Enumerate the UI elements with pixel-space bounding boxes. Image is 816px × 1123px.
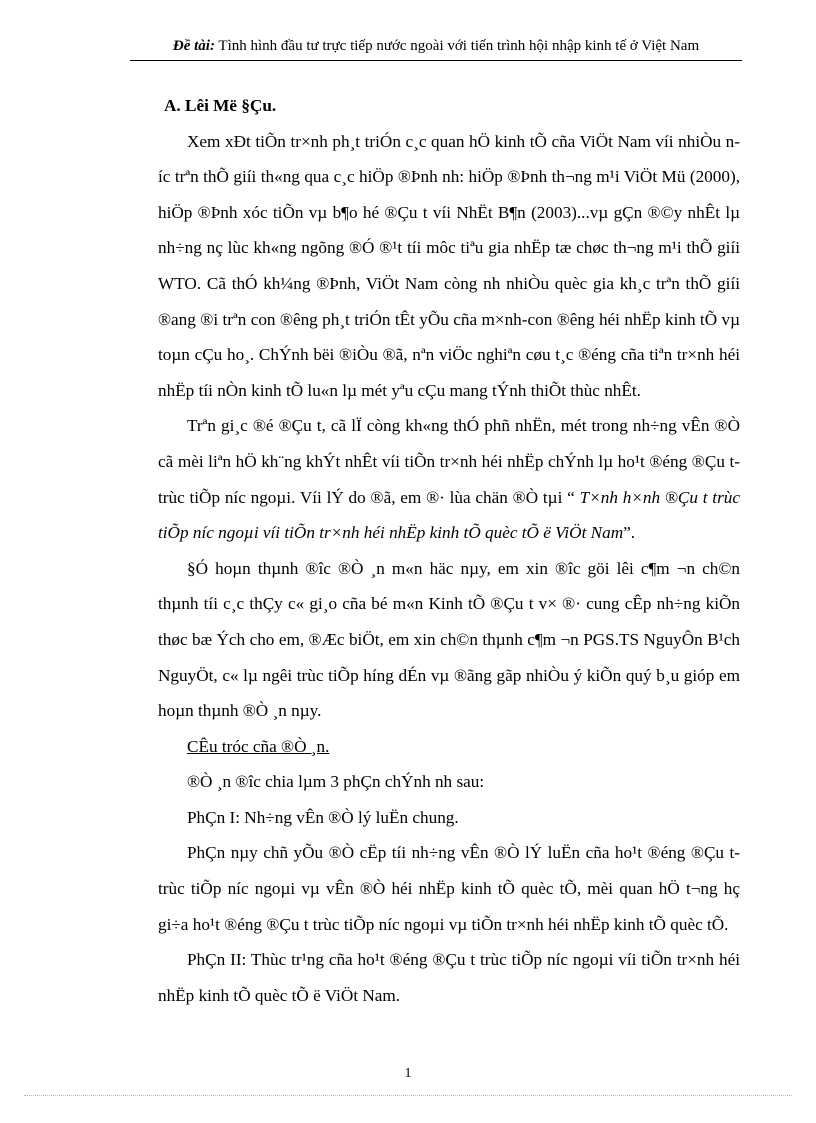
paragraph-intro: Xem xÐt tiÕn tr×nh ph¸t triÓn c¸c quan hÖ kinh tÕ cña ViÖt Nam víi nhiÒu níc trªn thÕ giíi th«ng qua c¸c hiÖp ®Þnh nh: hiÖp ®Þnh th¬ng m¹i ViÖt Mü (2000), hiÖp ®Þnh xóc tiÕn vµ b¶o hé ®Çu t víi NhËt B¶n (2003)...vµ gÇn ®©y nhÊt lµ nh÷ng nç lùc kh«ng ngõng ®Ó ®¹t tíi môc tiªu gia nhËp tæ chøc th¬ng m¹i thÕ giíi WTO. Cã thÓ kh¼ng ®Þnh, ViÖt Nam còng nh nhiÒu quèc gia kh¸c trªn thÕ giíi ®ang ®i trªn con ®êng ph¸t triÓn tÊt yÕu cña m×nh-con ®êng héi nhËp kinh tÕ vµ toµn cÇu ho¸. ChÝnh bëi ®iÒu ®ã, nªn viÖc nghiªn cøu t¸c ®éng cña tiªn tr×nh héi nhËp tíi nÒn kinh tÕ lu«n lµ mét yªu cÇu mang tÝnh thiÕt thùc nhÊt. bbox=[158, 131, 740, 400]
structure-heading-text: CÊu tróc cña ®Ò ¸n. bbox=[187, 736, 330, 756]
part-1-description: PhÇn nµy chñ yÕu ®Ò cËp tíi nh÷ng vÊn ®Ò lÝ luËn cña ho¹t ®éng ®Çu t trùc tiÕp níc ngoµi vµ vÊn ®Ò héi nhËp kinh tÕ quèc tÕ, mèi quan hÖ t¬ng hç gi÷a ho¹t ®éng ®Çu t trùc tiÕp níc ngoµi vµ tiÕn tr×nh héi nhËp kinh tÕ quèc tÕ. bbox=[158, 843, 740, 934]
document-body bbox=[158, 88, 740, 1013]
structure-intro: ®Ò ¸n ®îc chia lµm 3 phÇn chÝnh nh sau: bbox=[187, 772, 485, 792]
paragraph-acknowledgement: §Ó hoµn thµnh ®îc ®Ò ¸n m«n häc nµy, em xin ®îc göi lêi c¶m ¬n ch©n thµnh tíi c¸c thÇy c« gi¸o cña bé m«n Kinh tÕ ®Çu t v× ®· cung cÊp nh÷ng kiÕn thøc bæ Ých cho em, ®Æc biÖt, em xin ch©n thµnh c¶m ¬n PGS.TS NguyÔn B¹ch NguyÖt, c« lµ ngêi trùc tiÕp híng dÉn vµ ®ãng gãp nhiÒu ý kiÕn quý b¸u gióp em hoµn thµnh ®Ò ¸n nµy. bbox=[158, 558, 740, 721]
page-number: 1 bbox=[404, 1066, 412, 1081]
header-divider bbox=[130, 60, 742, 61]
quote-close: ”. bbox=[623, 523, 636, 543]
paragraph-topic bbox=[158, 408, 740, 550]
section-heading: A. Lêi Më §Çu. bbox=[164, 96, 277, 115]
structure-heading bbox=[158, 729, 740, 765]
running-header bbox=[132, 36, 740, 56]
part-1-title: PhÇn I: Nh÷ng vÊn ®Ò lý luËn chung. bbox=[187, 807, 459, 827]
header-title: Tình hình đầu tư trực tiếp nước ngoài với tiến trình hội nhập kinh tế ở Việt Nam bbox=[214, 38, 700, 54]
paragraph-topic-text: Trªn gi¸c ®é ®Çu t, cã lÏ còng kh«ng thÓ phñ nhËn, mét trong nh÷ng vÊn ®Ò cã mèi liªn hÖ kh¨ng khÝt nhÊt víi tiÕn tr×nh héi nhËp chÝnh lµ ho¹t ®éng ®Çu t trùc tiÕp níc ngoµi. Víi lÝ do ®ã, em ®· lùa chän ®Ò tµi bbox=[158, 416, 740, 507]
page-bottom-edge bbox=[24, 1095, 792, 1096]
quote-open: “ bbox=[567, 487, 575, 507]
header-lead: Đề tài: bbox=[172, 38, 215, 54]
quoted-topic-title: T×nh h×nh ®Çu t trùc tiÕp níc ngoµi víi tiÕn tr×nh héi nhËp kinh tÕ quèc tÕ ë ViÖt Nam bbox=[158, 487, 740, 543]
part-2-title: PhÇn II: Thùc tr¹ng cña ho¹t ®éng ®Çu t trùc tiÕp níc ngoµi víi tiÕn tr×nh héi nhËp kinh tÕ quèc tÕ ë ViÖt Nam. bbox=[158, 950, 740, 1005]
